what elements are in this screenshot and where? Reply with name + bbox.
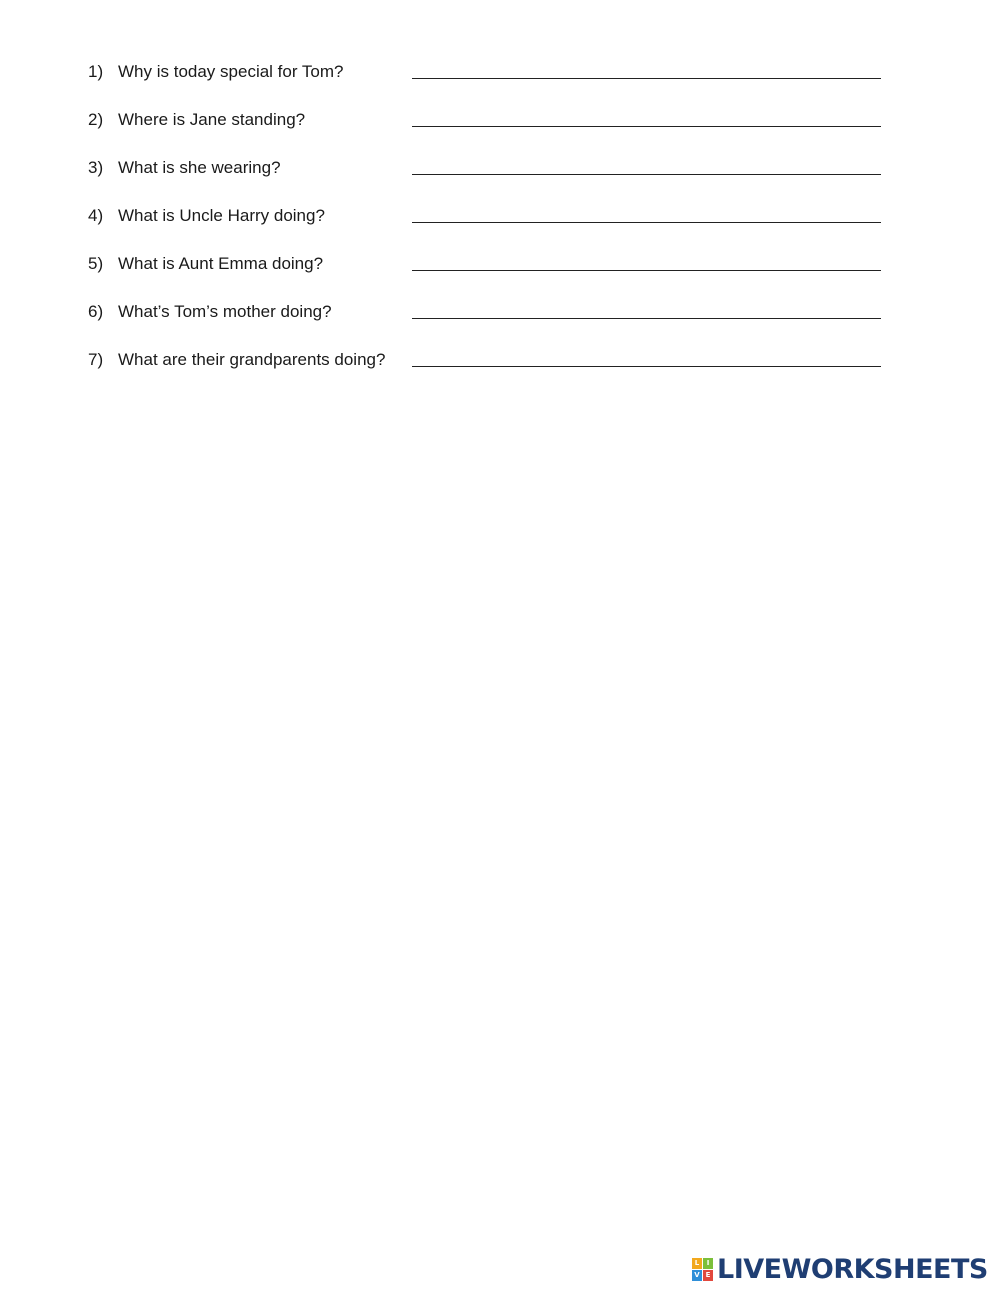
logo-letter-v: V bbox=[692, 1270, 702, 1281]
question-4 bbox=[88, 204, 888, 232]
question-number: 5) bbox=[88, 254, 104, 273]
question-number: 6) bbox=[88, 302, 104, 321]
question-number: 1) bbox=[88, 62, 104, 81]
question-number: 4) bbox=[88, 206, 104, 225]
question-text: What is Uncle Harry doing? bbox=[118, 206, 325, 225]
question-5 bbox=[88, 252, 888, 280]
answer-field-3[interactable] bbox=[412, 174, 881, 175]
answer-field-1[interactable] bbox=[412, 78, 881, 79]
question-text: What’s Tom’s mother doing? bbox=[118, 302, 332, 321]
question-number: 2) bbox=[88, 110, 104, 129]
question-7 bbox=[88, 348, 888, 376]
question-3 bbox=[88, 156, 888, 184]
answer-field-5[interactable] bbox=[412, 270, 881, 271]
logo-letter-l: L bbox=[692, 1258, 702, 1269]
question-text: Why is today special for Tom? bbox=[118, 62, 344, 81]
question-text: What is she wearing? bbox=[118, 158, 281, 177]
logo-letter-e: E bbox=[703, 1270, 713, 1281]
question-6 bbox=[88, 300, 888, 328]
brand-name: LIVEWORKSHEETS bbox=[717, 1254, 988, 1285]
question-text: What is Aunt Emma doing? bbox=[118, 254, 324, 273]
question-text: Where is Jane standing? bbox=[118, 110, 306, 129]
answer-field-2[interactable] bbox=[412, 126, 881, 127]
logo-letter-i: I bbox=[703, 1258, 713, 1269]
question-2 bbox=[88, 108, 888, 136]
liveworksheets-logo bbox=[692, 1255, 988, 1285]
answer-field-6[interactable] bbox=[412, 318, 881, 319]
answer-field-4[interactable] bbox=[412, 222, 881, 223]
question-1 bbox=[88, 60, 888, 88]
answer-field-7[interactable] bbox=[412, 366, 881, 367]
liveworksheets-logo-icon bbox=[692, 1258, 714, 1282]
question-number: 7) bbox=[88, 350, 104, 369]
question-number: 3) bbox=[88, 158, 104, 177]
question-text: What are their grandparents doing? bbox=[118, 350, 386, 369]
